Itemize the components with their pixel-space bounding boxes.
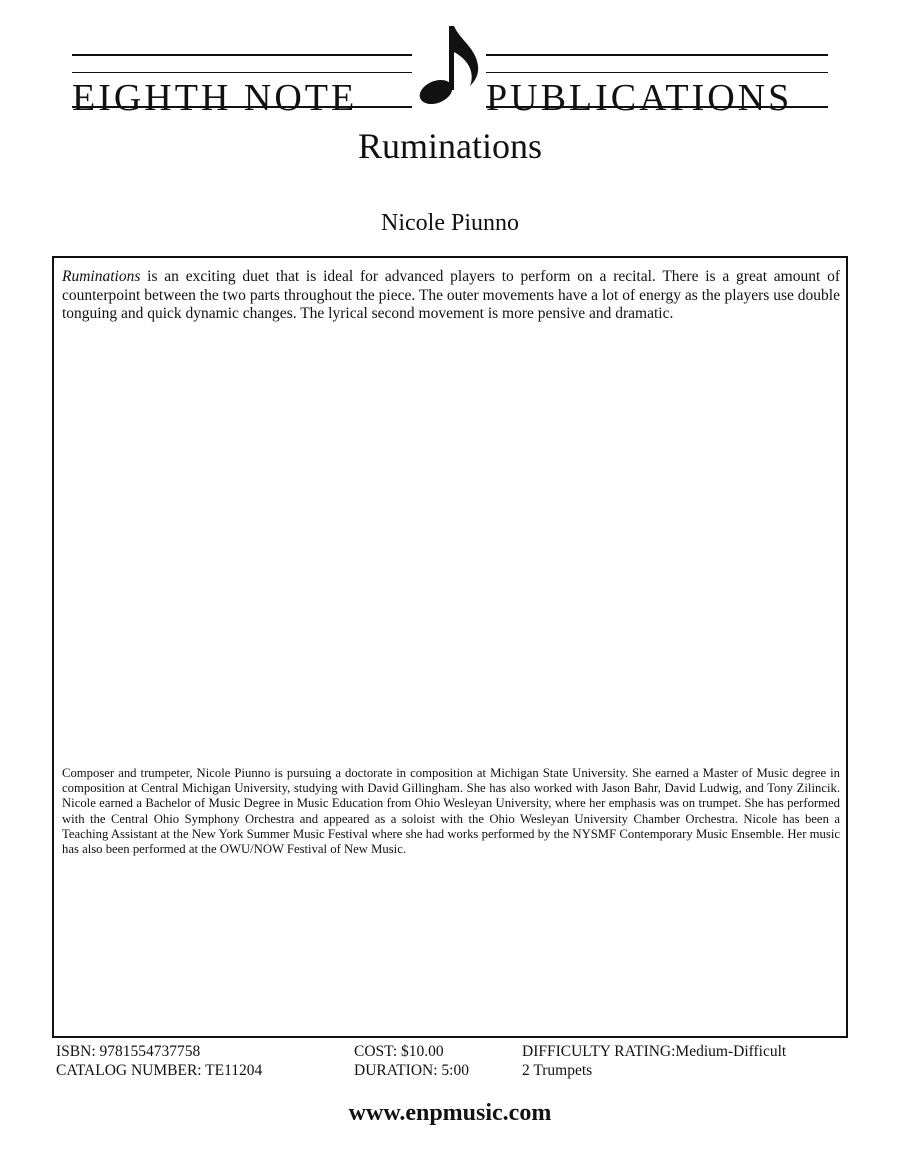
- publisher-header: [72, 22, 828, 119]
- header-top-rule-right: [486, 54, 828, 56]
- header-mid-rule: [72, 72, 412, 73]
- header-top-rule: [72, 54, 412, 56]
- duration: DURATION: 5:00: [354, 1062, 469, 1079]
- catalog-number: CATALOG NUMBER: TE11204: [56, 1062, 263, 1079]
- brand-name-right: PUBLICATIONS: [486, 77, 793, 119]
- header-mid-rule-right: [486, 72, 828, 73]
- brand-name-left: EIGHTH NOTE: [72, 77, 358, 119]
- piece-title: Ruminations: [357, 126, 542, 166]
- description-text: is an exciting duet that is ideal for advanced players to perform on a recital. There is a great amount of counterpoint between the two parts throughout the piece. The outer movements have a lot of energy as the players use double tonguing and quick dynamic changes. The lyrical second movement is more pensive and dramatic.: [62, 268, 840, 322]
- composer-bio: Composer and trumpeter, Nicole Piunno is pursuing a doctorate in composition at Michigan State University. She earned a Master of Music degree in composition at Central Michigan University, studying with David Gillingham. She has also worked with Jason Bahr, David Ludwig, and Tony Zilincik. Nicole earned a Bachelor of Music Degree in Music Education from Ohio Wesleyan University, where her emphasis was on trumpet. She has performed with the Central Ohio Symphony Orchestra and appeared as a soloist with the Ohio Wesleyan University Chamber Orchestra. Nicole has been a Teaching Assistant at the New York Summer Music Festival where she had works performed by the NYSMF Contemporary Music Ensemble. Her music has also been performed at the OWU/NOW Festival of New Music.: [62, 766, 840, 857]
- cost: COST: $10.00: [354, 1043, 444, 1060]
- eighth-note-icon: [410, 22, 490, 108]
- difficulty-rating: DIFFICULTY RATING:Medium-Difficult: [522, 1043, 787, 1060]
- website-link[interactable]: www.enpmusic.com: [348, 1100, 552, 1126]
- piece-description: [62, 268, 840, 324]
- info-column-cost: [354, 1042, 469, 1080]
- isbn: ISBN: 9781554737758: [56, 1043, 201, 1060]
- info-column-identifiers: [56, 1042, 262, 1080]
- program-notes-box: [52, 256, 848, 1038]
- instrumentation: 2 Trumpets: [522, 1062, 593, 1079]
- description-title: Ruminations: [62, 268, 141, 285]
- composer-name: Nicole Piunno: [381, 210, 519, 236]
- info-column-difficulty: [522, 1042, 786, 1080]
